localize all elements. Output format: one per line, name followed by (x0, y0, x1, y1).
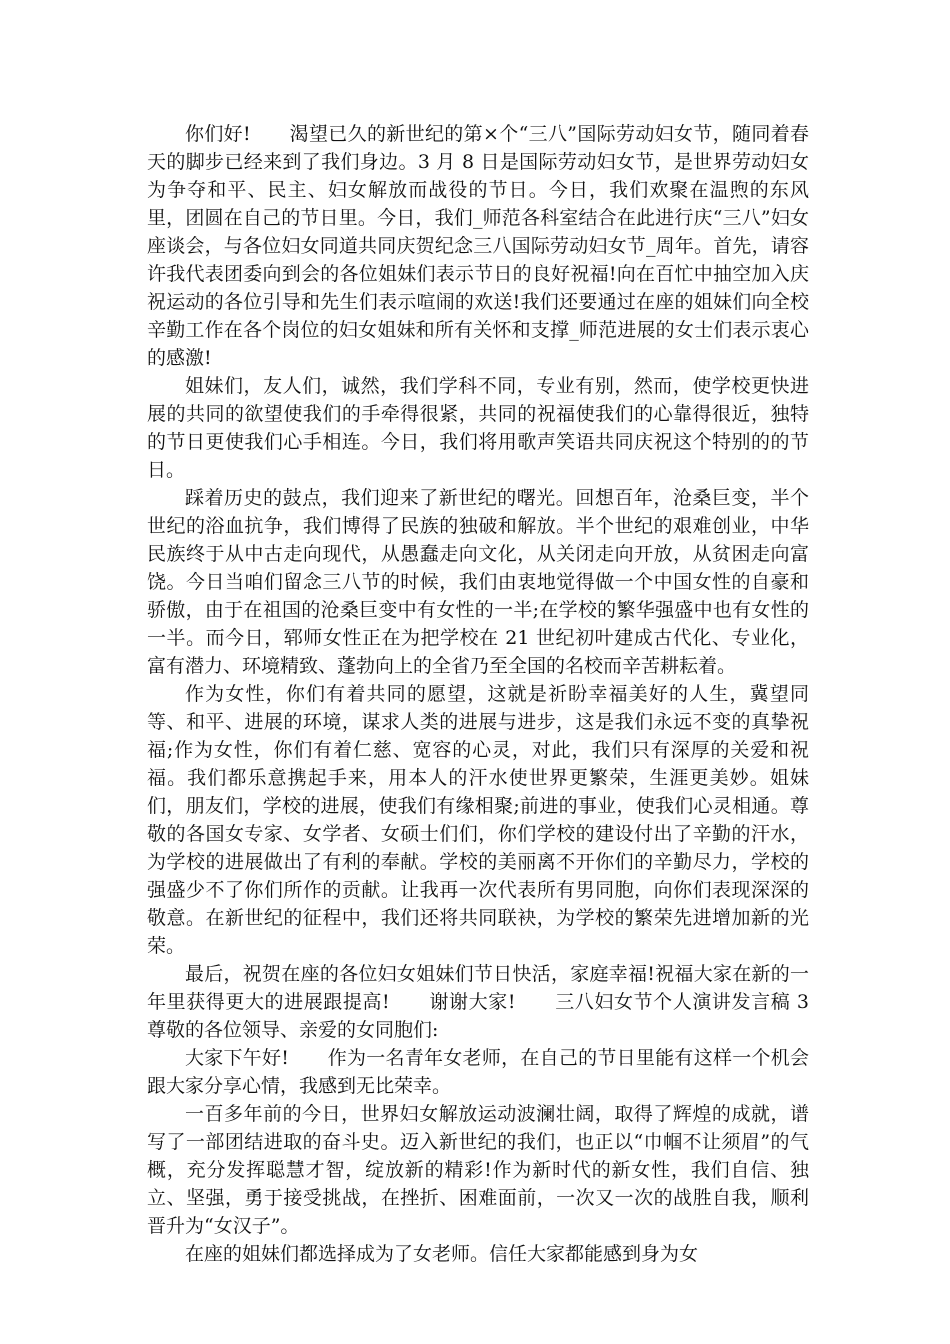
paragraph-teachers: 在座的姐妹们都选择成为了女老师。信任大家都能感到身为女 (185, 1243, 699, 1265)
paragraph-history: 踩着历史的鼓点，我们迎来了新世纪的曙光。回想百年，沧桑巨变，半个世纪的浴血抗争，我们博得了民族的独破和解放。半个世纪的艰难创业，中华民族终于从中古走向现代，从愚蠢走向文化，从关闭走向开放，从贫困走向富饶。今日当咱们留念三八节的时候，我们由衷地觉得做一个中国女性的自豪和骄傲，由于在祖国的沧桑巨变中有女性的一半;在学校的繁华强盛中也有女性的一半。而今日，郓师女性正在为把学校在 21 世纪初叶建成古代化、专业化，富有潜力、环境精致、蓬勃向上的全省乃至全国的名校而辛苦耕耘着。 (147, 487, 809, 677)
document-page (147, 120, 848, 1268)
paragraph-sisters: 姐妹们，友人们，诚然，我们学科不同，专业有别，然而，使学校更快进展的共同的欲望使我们的手牵得很紧，共同的祝福使我们的心靠得很近，独特的节日更使我们心手相连。今日，我们将用歌声笑语共同庆祝这个特别的的节日。 (147, 375, 809, 481)
paragraph-greeting: 你们好! 渴望已久的新世纪的第×个“三八”国际劳动妇女节，随同着春天的脚步已经来到了我们身边。3 月 8 日是国际劳动妇女节，是世界劳动妇女为争夺和平、民主、妇女解放而战役的节日。今日，我们欢聚在温煦的东风里，团圆在自己的节日里。今日，我们_师范各科室结合在此进行庆“三八”妇女座谈会，与各位妇女同道共同庆贺纪念三八国际劳动妇女节_周年。首先，请容许我代表团委向到会的各位姐妹们表示节日的良好祝福!向在百忙中抽空加入庆祝运动的各位引导和先生们表示喧闹的欢送!我们还要通过在座的姐妹们向全校辛勤工作在各个岗位的妇女姐妹和所有关怀和支撑_师范进展的女士们表示衷心的感激! (147, 123, 809, 369)
paragraph-afternoon: 大家下午好! 作为一名青年女老师，在自己的节日里能有这样一个机会跟大家分享心情，我感到无比荣幸。 (147, 1047, 809, 1097)
paragraph-century: 一百多年前的今日，世界妇女解放运动波澜壮阔，取得了辉煌的成就，谱写了一部团结进取的奋斗史。迈入新世纪的我们，也正以“巾帼不让须眉”的气概，充分发挥聪慧才智，绽放新的精彩!作为新时代的新女性，我们自信、独立、坚强，勇于接受挑战，在挫折、困难面前，一次又一次的战胜自我，顺利晋升为“女汉子”。 (147, 1103, 809, 1237)
paragraph-as-women: 作为女性，你们有着共同的愿望，这就是祈盼幸福美好的人生，冀望同等、和平、进展的环境，谋求人类的进展与进步，这是我们永远不变的真挚祝福;作为女性，你们有着仁慈、宽容的心灵，对此，我们只有深厚的关爱和祝福。我们都乐意携起手来，用本人的汗水使世界更繁荣，生涯更美妙。姐妹们，朋友们，学校的进展，使我们有缘相聚;前进的事业，使我们心灵相通。尊敬的各国女专家、女学者、女硕士们们，你们学校的建设付出了辛勤的汗水，为学校的进展做出了有利的奉献。学校的美丽离不开你们的辛勤尽力，学校的强盛少不了你们所作的贡献。让我再一次代表所有男同胞，向你们表现深深的敬意。在新世纪的征程中，我们还将共同联袂，为学校的繁荣先进增加新的光荣。 (147, 683, 809, 957)
paragraph-closing: 最后，祝贺在座的各位妇女姐妹们节日快活，家庭幸福!祝福大家在新的一年里获得更大的进展跟提高! 谢谢大家! 三八妇女节个人演讲发言稿 3 尊敬的各位领导、亲爱的女同胞们: (147, 963, 848, 1041)
